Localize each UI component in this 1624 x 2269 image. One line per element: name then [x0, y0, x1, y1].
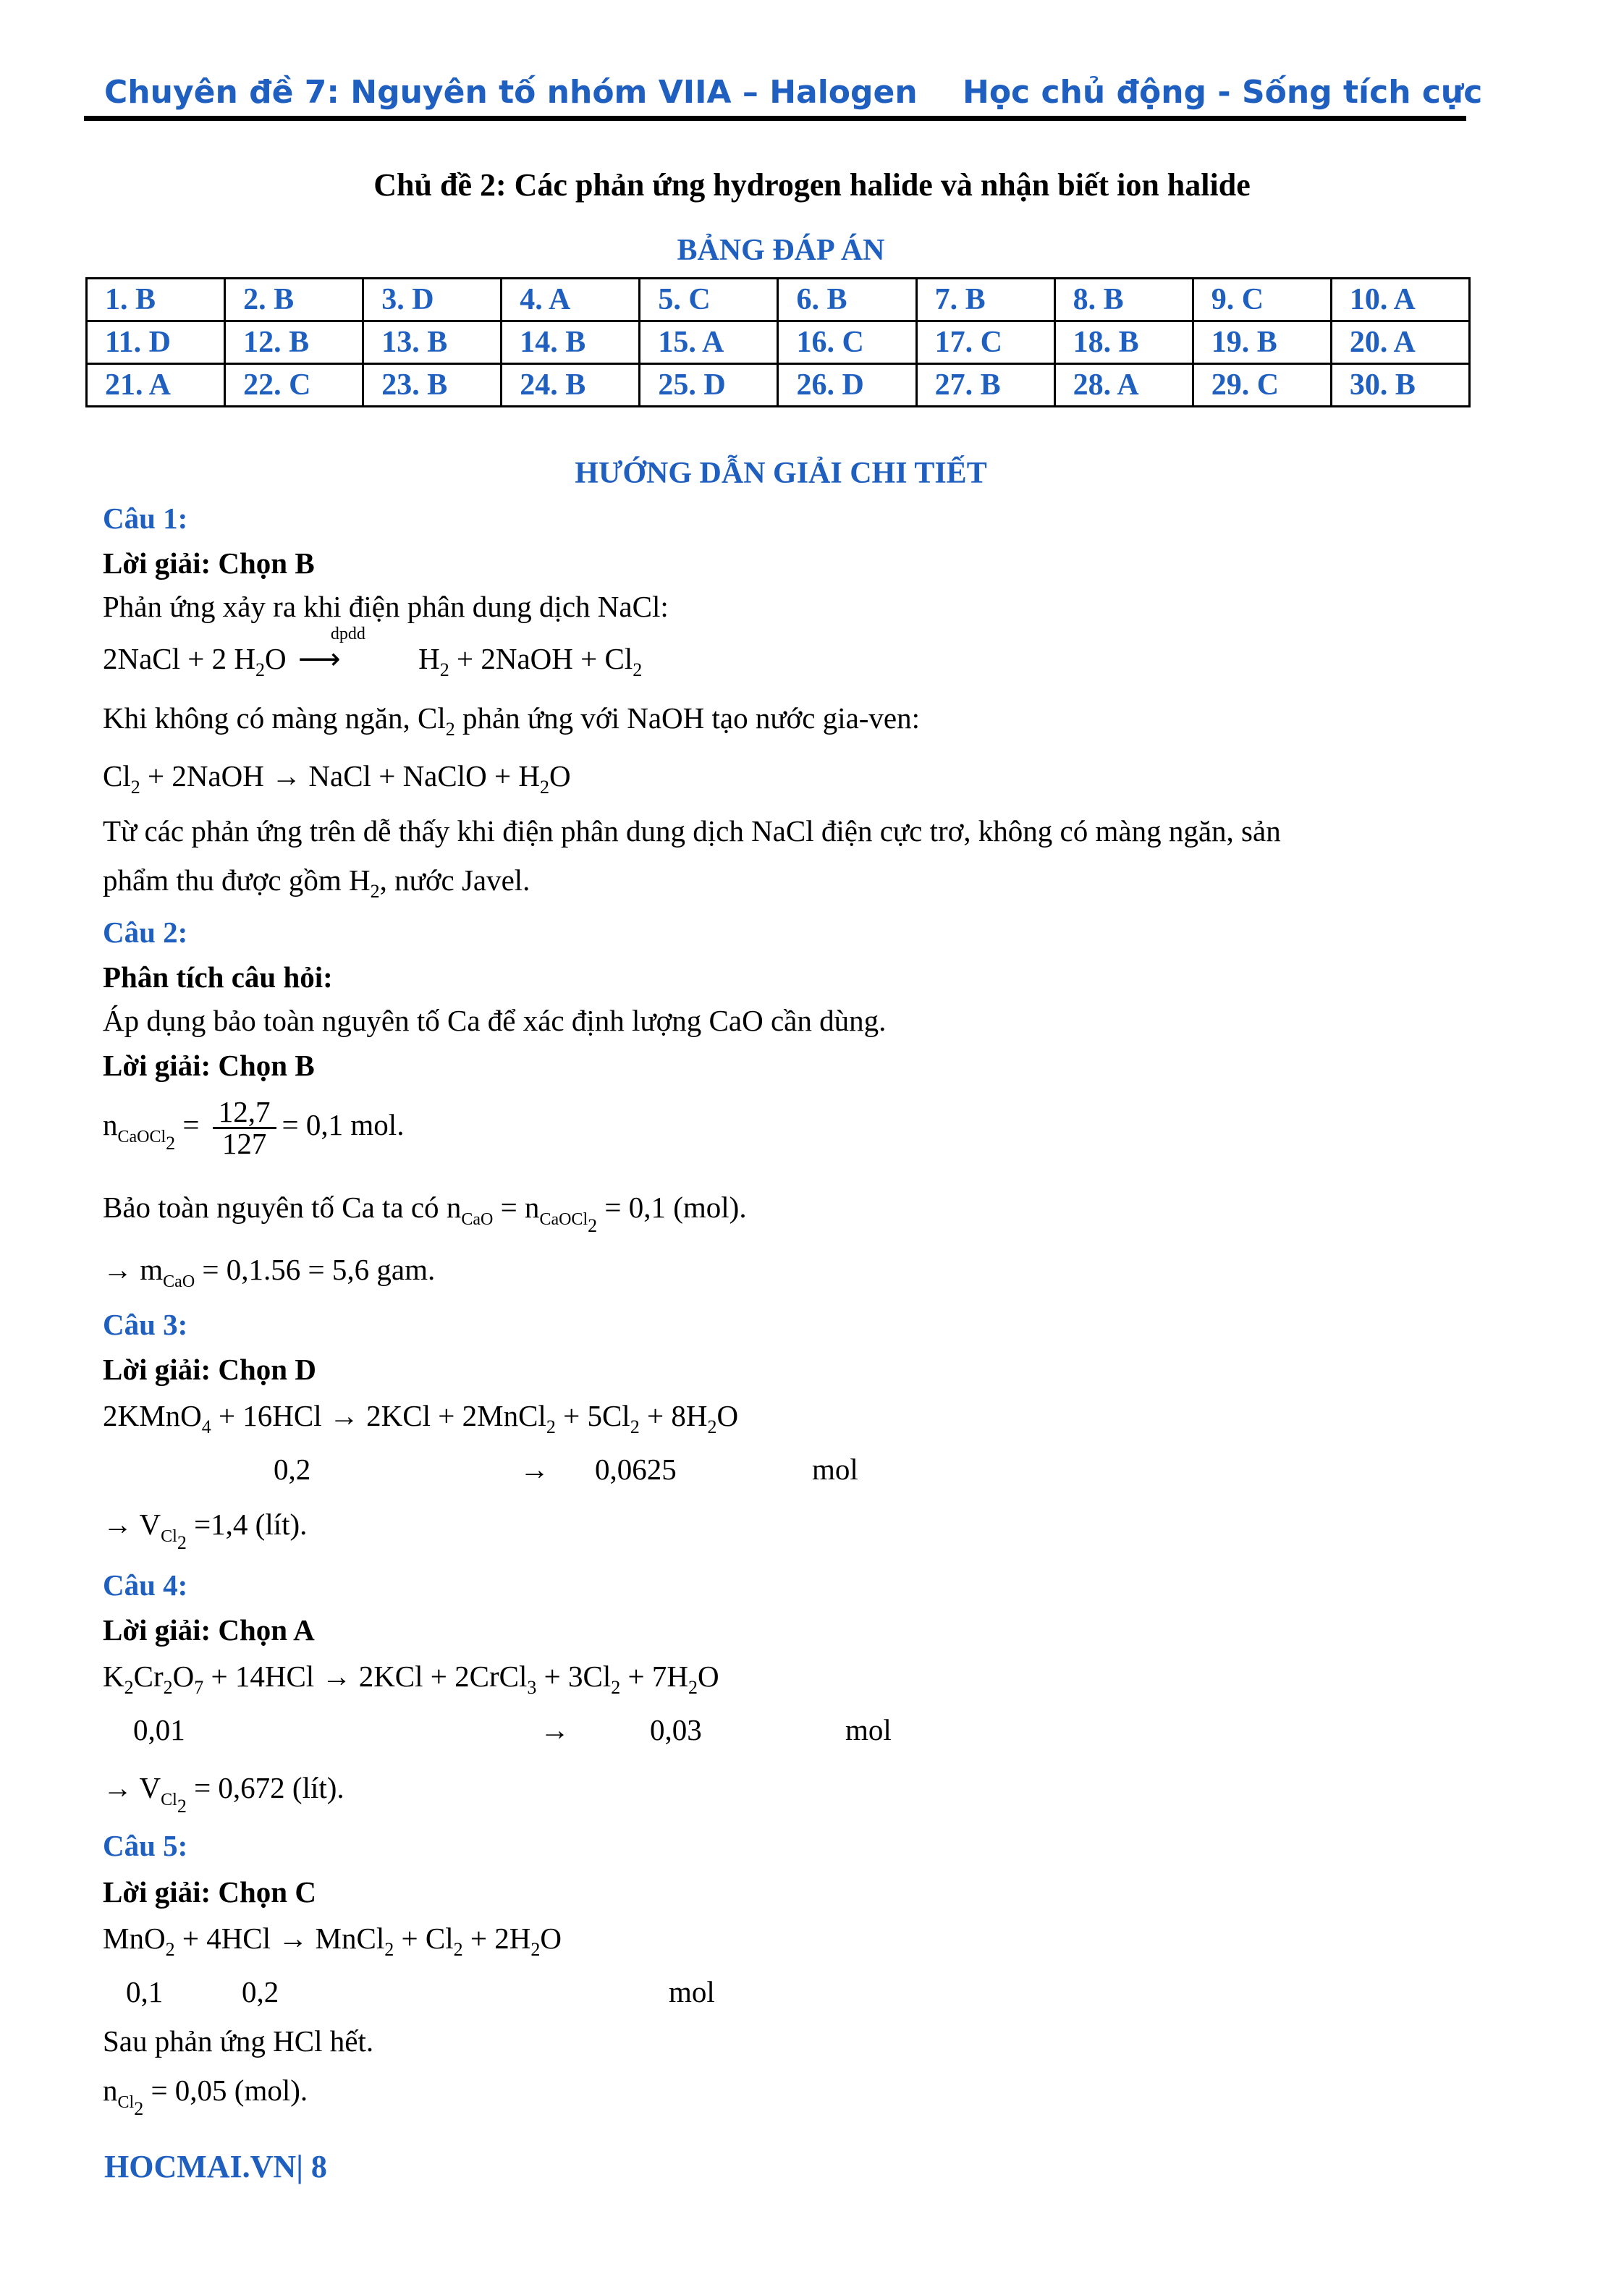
answer-cell: 28. A: [1054, 364, 1193, 407]
answer-cell: 24. B: [502, 364, 640, 407]
answer-cell: 9. C: [1193, 279, 1331, 321]
answer-table-heading: BẢNG ĐÁP ÁN: [677, 234, 885, 267]
answer-cell: 13. B: [363, 321, 502, 364]
q4-r1: 0,01: [133, 1713, 185, 1746]
answer-cell: 14. B: [502, 321, 640, 364]
answer-row: [87, 321, 1470, 364]
q2-frac-den: 127: [221, 1127, 267, 1160]
q5-r1: 0,1: [126, 1975, 164, 2008]
q2-ca-conservation: Bảo toàn nguyên tố Ca ta có $n_{CaO} = n_{CaOCl_2} = 0,1$ (mol).: [103, 1191, 747, 1236]
answer-cell: 19. B: [1193, 321, 1331, 364]
q4-answer: Lời giải: Chọn A: [103, 1613, 315, 1647]
q3-result: → $V_{Cl_2} =1,4$ (lít).: [103, 1508, 308, 1553]
answer-cell: 8. B: [1054, 279, 1193, 321]
q3-arrow: →: [520, 1453, 549, 1486]
answer-cell: 18. B: [1054, 321, 1193, 364]
answer-cell: 5. C: [640, 279, 778, 321]
q1-answer: Lời giải: Chọn B: [103, 546, 315, 580]
q5-equation: MnO$_2$ + 4HCl → MnCl$_2$ + $Cl_2 + 2H_2O$: [103, 1922, 562, 1960]
q2-result1: = 0,1 mol.: [282, 1107, 405, 1141]
q5-unit: mol: [669, 1975, 715, 2008]
q4-unit: mol: [845, 1713, 892, 1746]
answer-cell: 27. B: [916, 364, 1054, 407]
q1-equation2: $Cl_2$ + 2NaOH → NaCl + NaClO + $H_2O$: [103, 759, 571, 798]
q1-text1: Phản ứng xảy ra khi điện phân dung dịch NaCl:: [103, 590, 669, 623]
q4-result: → $V_{Cl_2} = 0,672$ (lít).: [103, 1771, 344, 1817]
header-divider: [84, 116, 1466, 121]
electrolysis-arrow: dpdd ⟶: [297, 625, 365, 675]
q5-r2: 0,2: [242, 1975, 279, 2008]
q2-mol-calc: $n_{CaOCl_2}$ = $\frac{12,7}{127}$ = 0,1 mol.: [103, 1095, 405, 1160]
answer-cell: 11. D: [87, 321, 225, 364]
q2-answer: Lời giải: Chọn B: [103, 1049, 315, 1082]
answer-table: [85, 277, 1471, 407]
page-title: Chủ đề 2: Các phản ứng hydrogen halide và nhận biết ion halide: [373, 167, 1251, 203]
answer-cell: 7. B: [916, 279, 1054, 321]
answer-cell: 4. A: [502, 279, 640, 321]
q2-result2: = 0,1 (mol).: [604, 1191, 747, 1224]
q4-equation: $K_2Cr_2O_7 + 14HCl \to 2KCl$ + 2CrCl$_3$ + $3Cl_2 + 7H_2O$: [103, 1660, 719, 1698]
answer-cell: 10. A: [1331, 279, 1469, 321]
answer-cell: 22. C: [225, 364, 363, 407]
answer-cell: 2. B: [225, 279, 363, 321]
q4-label: Câu 4:: [103, 1568, 188, 1602]
answer-cell: 29. C: [1193, 364, 1331, 407]
answer-cell: 12. B: [225, 321, 363, 364]
q3-label: Câu 3:: [103, 1308, 188, 1341]
answer-cell: 17. C: [916, 321, 1054, 364]
header-slogan: Học chủ động - Sống tích cực: [963, 74, 1483, 111]
answer-cell: 26. D: [778, 364, 916, 407]
q2-analysis-text: Áp dụng bảo toàn nguyên tố Ca để xác định lượng CaO cần dùng.: [103, 1004, 887, 1037]
q1-text3: Từ các phản ứng trên dễ thấy khi điện phân dung dịch NaCl điện cực trơ, không có màng ngăn, sản: [103, 814, 1281, 848]
answer-cell: 16. C: [778, 321, 916, 364]
q1-equation1: 2NaCl + 2 $H_2O$ dpdd ⟶ $H_2$ + 2NaOH + $Cl_2$: [103, 625, 643, 680]
q4-r2: 0,03: [650, 1713, 702, 1746]
answer-cell: 25. D: [640, 364, 778, 407]
electrolysis-label: dpdd: [330, 625, 365, 643]
q2-label: Câu 2:: [103, 916, 188, 949]
q2-fraction: [213, 1097, 276, 1159]
q5-text: Sau phản ứng HCl hết.: [103, 2024, 374, 2058]
header-chapter: Chuyên đề 7: Nguyên tố nhóm VIIA – Halogen: [104, 74, 918, 111]
answer-row: [87, 364, 1470, 407]
q3-r1: 0,2: [274, 1453, 311, 1486]
q3-answer: Lời giải: Chọn D: [103, 1353, 316, 1386]
q1-text4b: , nước Javel.: [379, 863, 530, 897]
answer-cell: 23. B: [363, 364, 502, 407]
q5-label: Câu 5:: [103, 1829, 188, 1862]
q1-label: Câu 1:: [103, 502, 188, 535]
q5-answer: Lời giải: Chọn C: [103, 1875, 316, 1909]
page-footer: HOCMAI.VN| 8: [104, 2149, 327, 2184]
q3-equation: 2KMnO$_4$ + 16HCl → 2KCl + 2MnCl$_2$ + $5Cl_2 + 8H_2O$: [103, 1399, 739, 1437]
answer-cell: 6. B: [778, 279, 916, 321]
q4-result-value: = 0,672 (lít).: [194, 1771, 344, 1804]
q2-mass: → $m_{CaO} = 0,1.56 = 5,6$ gam.: [103, 1253, 436, 1291]
q1-text2a: Khi không có màng ngăn,: [103, 701, 410, 735]
answer-cell: 3. D: [363, 279, 502, 321]
q2-result3: = 0,1.56 = 5,6 gam.: [202, 1253, 436, 1286]
q3-result-value: =1,4 (lít).: [194, 1508, 308, 1541]
q5-result-value: = 0,05 (mol).: [151, 2074, 308, 2107]
q4-arrow: →: [540, 1713, 570, 1746]
q1-text2: Khi không có màng ngăn, $Cl_2$ phản ứng với NaOH tạo nước gia-ven:: [103, 701, 921, 740]
answer-row: [87, 279, 1470, 321]
q2-text-ca: Bảo toàn nguyên tố Ca ta có: [103, 1191, 439, 1224]
q1-text4a: phẩm thu được gồm: [103, 863, 342, 897]
answer-cell: 20. A: [1331, 321, 1469, 364]
answer-cell: 15. A: [640, 321, 778, 364]
q3-unit: mol: [812, 1453, 858, 1486]
answer-cell: 21. A: [87, 364, 225, 407]
answer-cell: 1. B: [87, 279, 225, 321]
q2-frac-num: 12,7: [213, 1097, 276, 1129]
guide-heading: HƯỚNG DẪN GIẢI CHI TIẾT: [575, 457, 987, 490]
answer-cell: 30. B: [1331, 364, 1469, 407]
q5-result: $n_{Cl_2} = 0,05$ (mol).: [103, 2074, 308, 2119]
q1-text2b: phản ứng với NaOH tạo nước gia-ven:: [462, 701, 921, 735]
q1-text4: phẩm thu được gồm $H_2$, nước Javel.: [103, 863, 530, 902]
q2-analysis: Phân tích câu hỏi:: [103, 960, 333, 994]
q3-r2: 0,0625: [595, 1453, 677, 1486]
